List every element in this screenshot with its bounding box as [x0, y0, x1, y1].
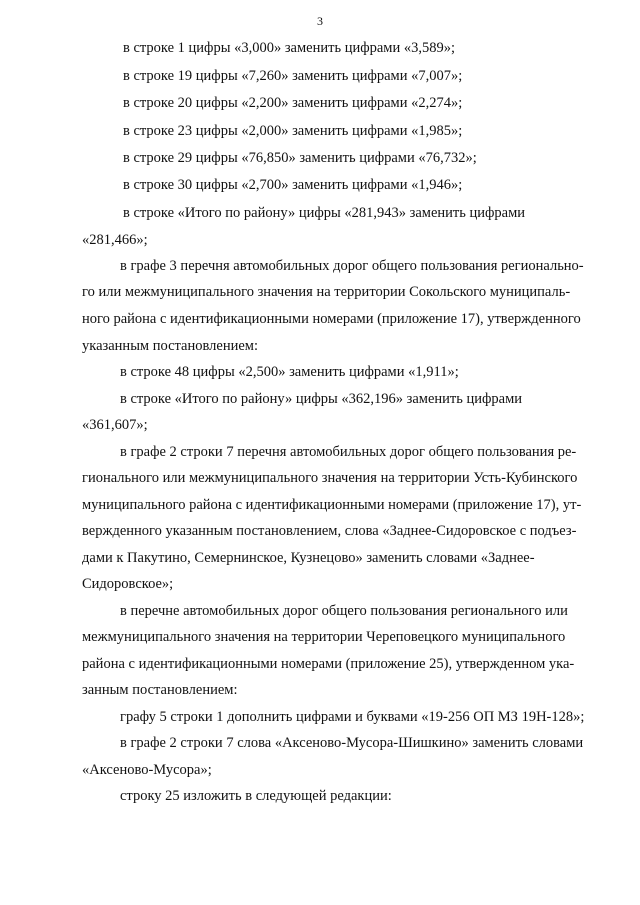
text-line: в строке 1 цифры «3,000» заменить цифрами «3,589»; — [123, 40, 456, 56]
text-line: муниципального района с идентификационными номерами (приложение 17), ут- — [82, 497, 582, 513]
text-line: ного района с идентификационными номерами (приложение 17), утвержденного — [82, 311, 581, 327]
text-line: в перечне автомобильных дорог общего пользования регионального или — [120, 603, 568, 619]
text-line: в строке 29 цифры «76,850» заменить цифрами «76,732»; — [123, 150, 477, 166]
text-line: вержденного указанным постановлением, слова «Заднее-Сидоровское с подъез- — [82, 523, 577, 539]
text-line: межмуниципального значения на территории Череповецкого муниципального — [82, 629, 566, 645]
text-line: в строке 48 цифры «2,500» заменить цифрами «1,911»; — [120, 364, 459, 380]
text-line: занным постановлением: — [82, 682, 238, 698]
text-line: Сидоровское»; — [82, 576, 174, 592]
text-line: го или межмуниципального значения на территории Сокольского муниципаль- — [82, 284, 571, 300]
text-line: «Аксеново-Мусора»; — [82, 762, 212, 778]
page-number: 3 — [317, 14, 323, 28]
text-line: района с идентификационными номерами (приложение 25), утвержденном ука- — [82, 656, 575, 672]
text-line: «361,607»; — [82, 417, 148, 433]
text-line: в строке «Итого по району» цифры «281,943» заменить цифрами — [123, 205, 526, 221]
text-line: строку 25 изложить в следующей редакции: — [120, 788, 392, 804]
text-line: в строке 20 цифры «2,200» заменить цифрами «2,274»; — [123, 95, 463, 111]
text-line: в строке 30 цифры «2,700» заменить цифрами «1,946»; — [123, 177, 463, 193]
text-line: в строке 23 цифры «2,000» заменить цифрами «1,985»; — [123, 123, 463, 139]
text-line: гионального или межмуниципального значения на территории Усть-Кубинского — [82, 470, 578, 486]
text-line: в графе 2 строки 7 слова «Аксеново-Мусора-Шишкино» заменить словами — [120, 735, 584, 751]
text-line: дами к Пакутино, Семернинское, Кузнецово» заменить словами «Заднее- — [82, 550, 535, 566]
text-line: «281,466»; — [82, 232, 148, 248]
text-line: графу 5 строки 1 дополнить цифрами и буквами «19-256 ОП МЗ 19Н-128»; — [120, 709, 585, 725]
text-line: указанным постановлением: — [82, 338, 258, 354]
text-line: в строке «Итого по району» цифры «362,196» заменить цифрами — [120, 391, 523, 407]
text-line: в графе 3 перечня автомобильных дорог общего пользования регионально- — [120, 258, 584, 274]
text-line: в строке 19 цифры «7,260» заменить цифрами «7,007»; — [123, 68, 463, 84]
text-line: в графе 2 строки 7 перечня автомобильных дорог общего пользования ре- — [120, 444, 577, 460]
